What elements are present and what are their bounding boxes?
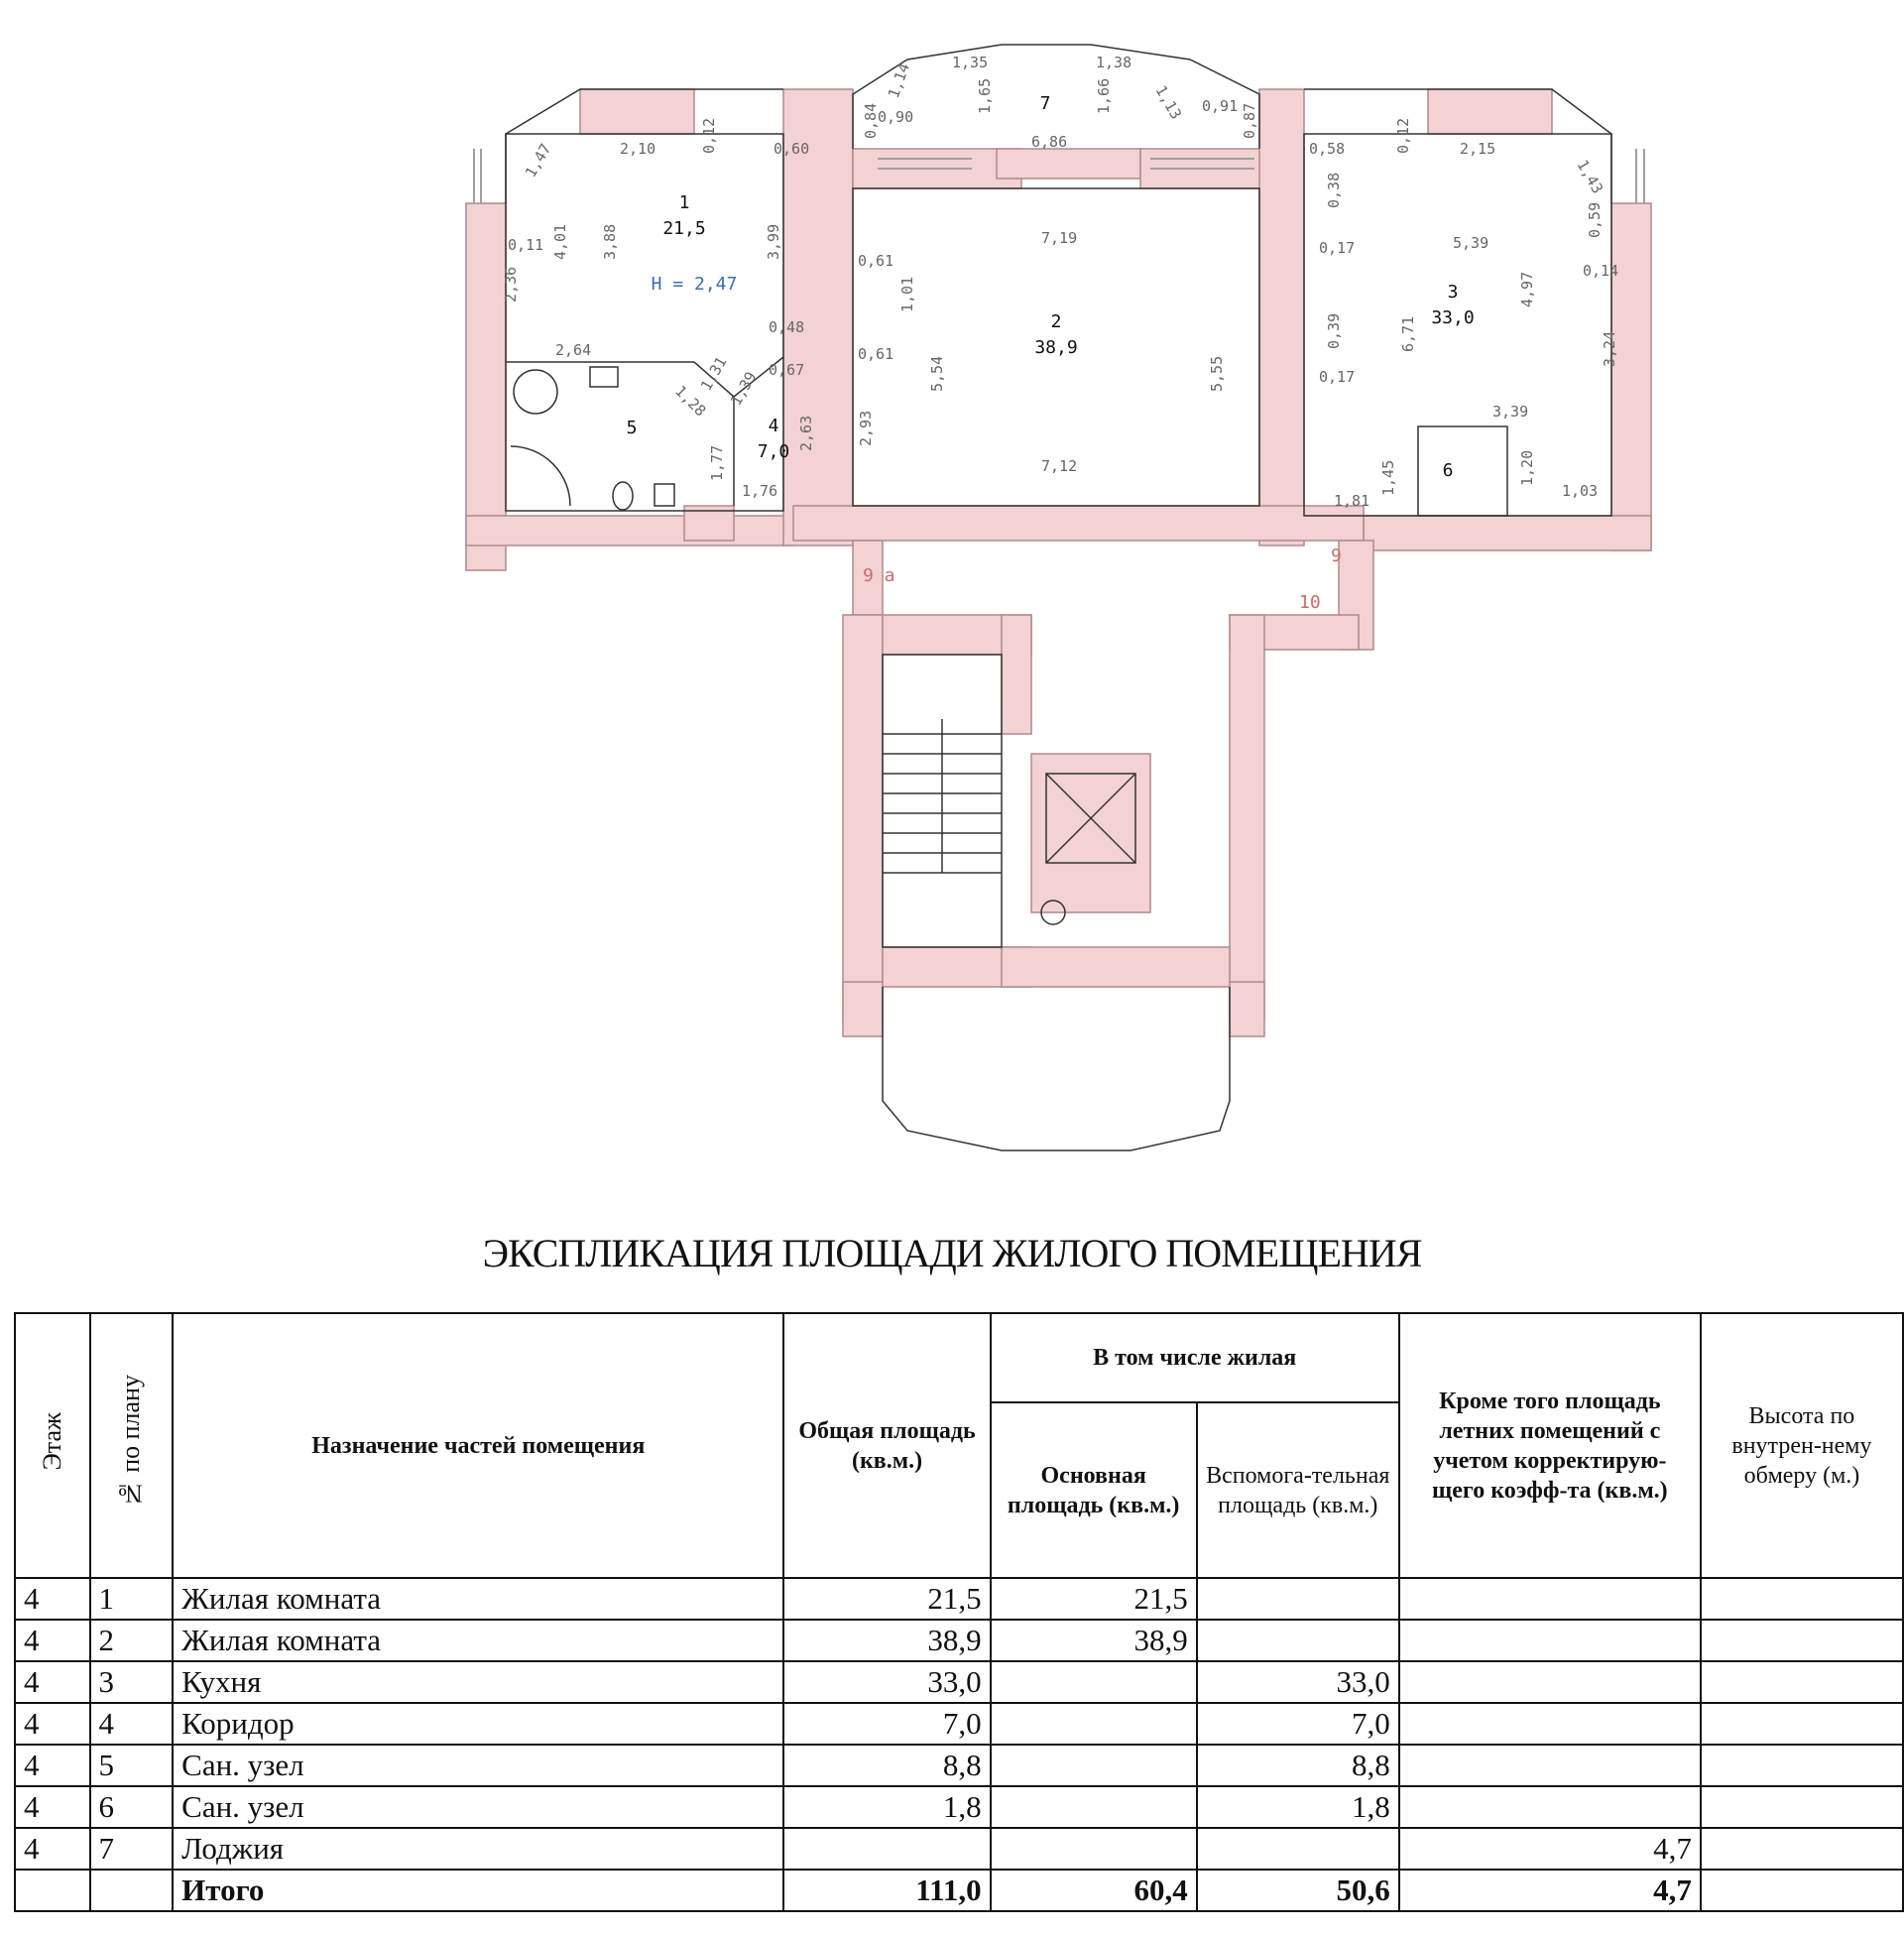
shower-icon bbox=[514, 370, 557, 414]
table-row bbox=[15, 1786, 1903, 1828]
cell-aux: 1,8 bbox=[1197, 1786, 1399, 1828]
dimension-label: 2,64 bbox=[555, 341, 592, 359]
dimension-label: 2,15 bbox=[1460, 140, 1496, 158]
cell-name: Кухня bbox=[173, 1661, 783, 1703]
dimension-label: 6,71 bbox=[1399, 315, 1417, 352]
wall-loggia-left bbox=[843, 982, 883, 1036]
dimension-label: 1,35 bbox=[952, 54, 989, 71]
col-summer: Кроме того площадь летних помещений с учетом корректирую-щего коэфф-та (кв.м.) bbox=[1399, 1313, 1701, 1578]
cell-name: Сан. узел bbox=[173, 1786, 783, 1828]
dimension-label: 1,01 bbox=[898, 276, 916, 312]
bidet-icon bbox=[654, 484, 674, 506]
wall-stair-right bbox=[1230, 615, 1264, 1022]
cell-no: 2 bbox=[90, 1620, 174, 1661]
table-row bbox=[15, 1661, 1903, 1703]
dimension-label: 0,39 bbox=[1325, 312, 1343, 349]
cell-main bbox=[991, 1786, 1197, 1828]
total-height bbox=[1701, 1870, 1903, 1911]
cell-floor: 4 bbox=[15, 1661, 90, 1703]
cell-name: Жилая комната bbox=[173, 1578, 783, 1620]
dimension-label: 5,55 bbox=[1208, 355, 1226, 392]
cell-height bbox=[1701, 1661, 1903, 1703]
col-height: Высота по внутрен-нему обмеру (м.) bbox=[1701, 1313, 1903, 1578]
col-main: Основная площадь (кв.м.) bbox=[991, 1402, 1197, 1578]
total-total: 111,0 bbox=[783, 1870, 990, 1911]
wall-stair-inner bbox=[1002, 615, 1031, 734]
stair-treads bbox=[883, 719, 1002, 873]
bathtub-icon bbox=[511, 446, 570, 506]
cell-aux bbox=[1197, 1620, 1399, 1661]
wall-right bbox=[1611, 203, 1651, 550]
cell-main: 38,9 bbox=[991, 1620, 1197, 1661]
dimension-label: 2,63 bbox=[797, 415, 815, 451]
room-area: 33,0 bbox=[1431, 307, 1475, 328]
room-no: 5 bbox=[626, 418, 638, 438]
cell-name: Лоджия bbox=[173, 1828, 783, 1870]
dimension-label: 0,12 bbox=[1394, 117, 1412, 154]
total-label: Итого bbox=[173, 1870, 783, 1911]
col-total: Общая площадь (кв.м.) bbox=[783, 1313, 990, 1578]
cell-name: Жилая комната bbox=[173, 1620, 783, 1661]
dimension-label: 1,77 bbox=[708, 444, 726, 481]
dimension-label: 3,88 bbox=[601, 223, 619, 260]
cell-height bbox=[1701, 1786, 1903, 1828]
total-summer: 4,7 bbox=[1399, 1870, 1701, 1911]
dimension-label: 1,03 bbox=[1562, 482, 1599, 500]
cell-aux: 33,0 bbox=[1197, 1661, 1399, 1703]
wall-partition-1-2 bbox=[783, 89, 853, 545]
cell-aux bbox=[1197, 1578, 1399, 1620]
corridor-label: 9 а bbox=[863, 565, 895, 586]
cell-name: Коридор bbox=[173, 1703, 783, 1745]
cell-summer: 4,7 bbox=[1399, 1828, 1701, 1870]
cell-total: 1,8 bbox=[783, 1786, 990, 1828]
cell-main bbox=[991, 1745, 1197, 1786]
sink-icon bbox=[590, 367, 618, 387]
cell-floor: 4 bbox=[15, 1786, 90, 1828]
cell-name: Сан. узел bbox=[173, 1745, 783, 1786]
dimension-label: 2,93 bbox=[857, 410, 875, 446]
wall-stair-left bbox=[843, 615, 883, 1022]
dimension-label: 0,61 bbox=[858, 252, 894, 270]
cell-total bbox=[783, 1828, 990, 1870]
room-no: 1 bbox=[678, 192, 690, 213]
dimension-label: 1,28 bbox=[671, 382, 710, 421]
cell-total: 33,0 bbox=[783, 1661, 990, 1703]
cell-aux: 8,8 bbox=[1197, 1745, 1399, 1786]
dimension-label: 0,91 bbox=[1202, 97, 1239, 115]
dimension-label: 2,10 bbox=[620, 140, 656, 158]
room-no: 4 bbox=[768, 416, 779, 436]
dimension-label: 3,24 bbox=[1601, 330, 1618, 367]
cell-total: 38,9 bbox=[783, 1620, 990, 1661]
dimension-label: 1,45 bbox=[1379, 459, 1397, 496]
dimension-label: 0,12 bbox=[700, 117, 718, 154]
wall-bottom-2 bbox=[793, 506, 1364, 541]
cell-no: 7 bbox=[90, 1828, 174, 1870]
cell-floor: 4 bbox=[15, 1745, 90, 1786]
dimension-label: 1,47 bbox=[521, 140, 555, 181]
table-row bbox=[15, 1578, 1903, 1620]
dimension-label: 0,17 bbox=[1319, 368, 1356, 386]
dimension-label: 1,20 bbox=[1518, 449, 1536, 486]
page-title: ЭКСПЛИКАЦИЯ ПЛОЩАДИ ЖИЛОГО ПОМЕЩЕНИЯ bbox=[482, 1231, 1422, 1275]
dimension-label: 1,81 bbox=[1334, 492, 1370, 510]
room-area: 7,0 bbox=[757, 441, 790, 462]
dimension-label: 0,67 bbox=[769, 361, 805, 379]
cell-aux bbox=[1197, 1828, 1399, 1870]
cell-total: 21,5 bbox=[783, 1578, 990, 1620]
dimension-label: 2,36 bbox=[502, 266, 520, 302]
toilet-icon bbox=[613, 482, 633, 510]
dimension-label: 1,66 bbox=[1095, 77, 1113, 114]
dimension-label: 7,12 bbox=[1041, 457, 1078, 475]
col-purpose: Назначение частей помещения bbox=[173, 1313, 783, 1578]
cell-summer bbox=[1399, 1786, 1701, 1828]
dimension-label: 5,39 bbox=[1453, 234, 1489, 252]
cell-height bbox=[1701, 1828, 1903, 1870]
cell-height bbox=[1701, 1745, 1903, 1786]
dimension-label: 0,48 bbox=[769, 318, 805, 336]
cell-floor: 4 bbox=[15, 1620, 90, 1661]
wall-loggia-right bbox=[1230, 982, 1264, 1036]
dimension-label: 6,86 bbox=[1031, 133, 1068, 151]
dimension-label: 7,19 bbox=[1041, 229, 1078, 247]
height-label: H = 2,47 bbox=[651, 274, 738, 295]
dimension-label: 0,11 bbox=[508, 236, 544, 254]
cell-summer bbox=[1399, 1703, 1701, 1745]
dimension-label: 1,31 bbox=[696, 353, 731, 394]
outline-room1 bbox=[506, 134, 783, 511]
cell-summer bbox=[1399, 1578, 1701, 1620]
dimension-label: 4,97 bbox=[1518, 271, 1536, 307]
cell-floor: 4 bbox=[15, 1703, 90, 1745]
dimension-label: 4,01 bbox=[551, 223, 569, 260]
outline-bottom-loggia bbox=[883, 987, 1230, 1150]
table-row bbox=[15, 1745, 1903, 1786]
table-row bbox=[15, 1828, 1903, 1870]
wall-segment-right bbox=[1428, 89, 1552, 134]
room-area: 38,9 bbox=[1034, 337, 1078, 358]
cell-floor: 4 bbox=[15, 1828, 90, 1870]
cell-summer bbox=[1399, 1661, 1701, 1703]
dimension-label: 1,76 bbox=[742, 482, 778, 500]
dimension-label: 1,38 bbox=[1096, 54, 1132, 71]
dimension-label: 0,90 bbox=[878, 108, 914, 126]
dimension-label: 0,87 bbox=[1241, 102, 1258, 139]
cell-total: 8,8 bbox=[783, 1745, 990, 1786]
dimension-label: 1,39 bbox=[726, 368, 761, 409]
cell-total: 7,0 bbox=[783, 1703, 990, 1745]
col-floor: Этаж bbox=[15, 1313, 90, 1578]
dimension-label: 0,59 bbox=[1586, 201, 1604, 238]
cell-no: 4 bbox=[90, 1703, 174, 1745]
cell-summer bbox=[1399, 1745, 1701, 1786]
col-incl-living: В том числе жилая bbox=[991, 1313, 1399, 1402]
cell-main bbox=[991, 1828, 1197, 1870]
wall-bottom-right bbox=[1364, 516, 1651, 550]
dimension-label: 0,84 bbox=[862, 102, 880, 139]
cell-summer bbox=[1399, 1620, 1701, 1661]
cell-height bbox=[1701, 1578, 1903, 1620]
dimension-label: 3,99 bbox=[765, 223, 782, 260]
cell-no: 5 bbox=[90, 1745, 174, 1786]
dimension-label: 0,58 bbox=[1309, 140, 1346, 158]
wall-partition-2-3 bbox=[1259, 89, 1304, 545]
dimension-label: 1,14 bbox=[884, 60, 914, 101]
dimension-label: 1,43 bbox=[1573, 157, 1607, 197]
wall-bottom-left bbox=[466, 516, 793, 545]
col-aux: Вспомога-тельная площадь (кв.м.) bbox=[1197, 1402, 1399, 1578]
room-area: 21,5 bbox=[662, 218, 706, 239]
dimension-label: 0,38 bbox=[1325, 172, 1343, 208]
explication-table bbox=[14, 1312, 1904, 1912]
corridor-label: 9 bbox=[1331, 545, 1342, 566]
dimension-label: 0,14 bbox=[1583, 262, 1619, 280]
cell-no: 3 bbox=[90, 1661, 174, 1703]
dimension-label: 1,13 bbox=[1151, 82, 1186, 123]
dimension-label: 0,61 bbox=[858, 345, 894, 363]
corridor-label: 10 bbox=[1299, 592, 1321, 613]
wall-segment bbox=[580, 89, 694, 134]
table-row bbox=[15, 1703, 1903, 1745]
cell-main bbox=[991, 1661, 1197, 1703]
cell-floor: 4 bbox=[15, 1578, 90, 1620]
wall-top-2 bbox=[997, 149, 1140, 179]
cell-no: 6 bbox=[90, 1786, 174, 1828]
dimension-label: 0,60 bbox=[774, 140, 810, 158]
total-aux: 50,6 bbox=[1197, 1870, 1399, 1911]
total-row bbox=[15, 1870, 1903, 1911]
wall-stair-bottom-2 bbox=[1002, 947, 1230, 987]
cell-main: 21,5 bbox=[991, 1578, 1197, 1620]
table-row bbox=[15, 1620, 1903, 1661]
dimension-label: 5,54 bbox=[928, 355, 946, 392]
outline-room6 bbox=[1418, 426, 1507, 516]
cell-aux: 7,0 bbox=[1197, 1703, 1399, 1745]
cell-main bbox=[991, 1703, 1197, 1745]
room-no: 6 bbox=[1442, 460, 1454, 481]
room-no: 3 bbox=[1447, 282, 1459, 302]
cell-height bbox=[1701, 1620, 1903, 1661]
cell-no: 1 bbox=[90, 1578, 174, 1620]
col-plan-no: № по плану bbox=[90, 1313, 174, 1578]
cell-height bbox=[1701, 1703, 1903, 1745]
dimension-label: 3,39 bbox=[1492, 403, 1529, 421]
dimension-label: 0,17 bbox=[1319, 239, 1356, 257]
dimension-label: 1,65 bbox=[976, 77, 994, 114]
total-main: 60,4 bbox=[991, 1870, 1197, 1911]
room-no: 2 bbox=[1050, 311, 1062, 332]
room-no: 7 bbox=[1039, 93, 1051, 114]
